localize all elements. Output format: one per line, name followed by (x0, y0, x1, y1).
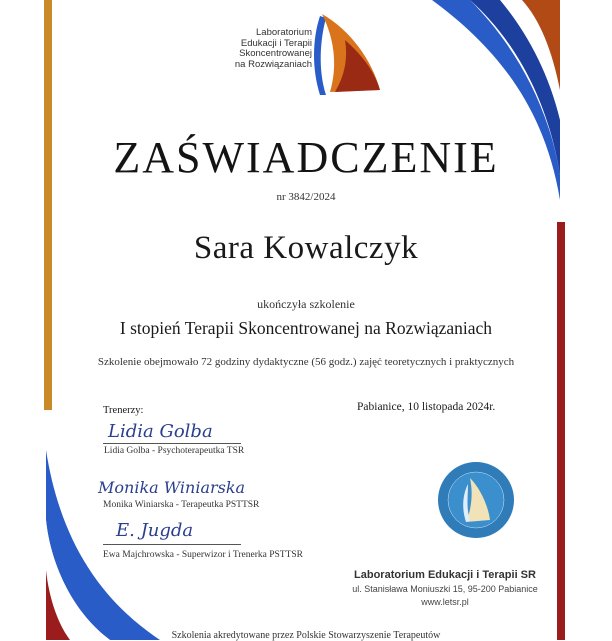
logo-text (235, 28, 312, 70)
organization-website[interactable]: www.letsr.pl (421, 597, 469, 607)
signature: Monika Winiarska (98, 478, 246, 497)
course-name: I stopień Terapii Skoncentrowanej na Rozwiązaniach (119, 318, 493, 338)
course-hours: Szkolenie obejmowało 72 godziny dydaktyczne (56 godz.) zajęć teoretycznych i praktycznych (97, 356, 515, 368)
signature-line (103, 443, 241, 444)
place-date: Pabianice, 10 listopada 2024r. (357, 401, 496, 413)
completed-label: ukończyła szkolenie (257, 297, 355, 311)
signature: Lidia Golba (108, 421, 213, 442)
trainer-role: Monika Winiarska - Terapeutka PSTTSR (103, 500, 260, 510)
logo-sail-icon (314, 14, 380, 95)
trainers-label: Trenerzy: (103, 405, 144, 416)
certificate-number: nr 3842/2024 (276, 191, 336, 203)
logo-line: Laboratorium (256, 27, 312, 38)
trainer-role: Lidia Golba - Psychoterapeutka TSR (104, 446, 245, 456)
certificate-title: ZAŚWIADCZENIE (113, 133, 499, 182)
signature: E. Jugda (116, 520, 194, 541)
logo-line: Edukacji i Terapii (240, 37, 312, 49)
seal-stamp-icon (438, 462, 514, 538)
logo-line: na Rozwiązaniach (234, 58, 312, 70)
logo-line: Skoncentrowanej (239, 48, 312, 59)
gold-stripe (44, 0, 52, 410)
organization-name: Laboratorium Edukacji i Terapii SR (354, 569, 536, 581)
recipient-name: Sara Kowalczyk (193, 230, 419, 266)
trainer-role: Ewa Majchrowska - Superwizor i Trenerka PSTTSR (103, 550, 304, 560)
accreditation-note: Szkolenia akredytowane przez Polskie Stowarzyszenie Terapeutów (171, 630, 441, 641)
signature-line (103, 544, 241, 545)
organization-address: ul. Stanisława Moniuszki 15, 95-200 Pabianice (352, 584, 538, 594)
